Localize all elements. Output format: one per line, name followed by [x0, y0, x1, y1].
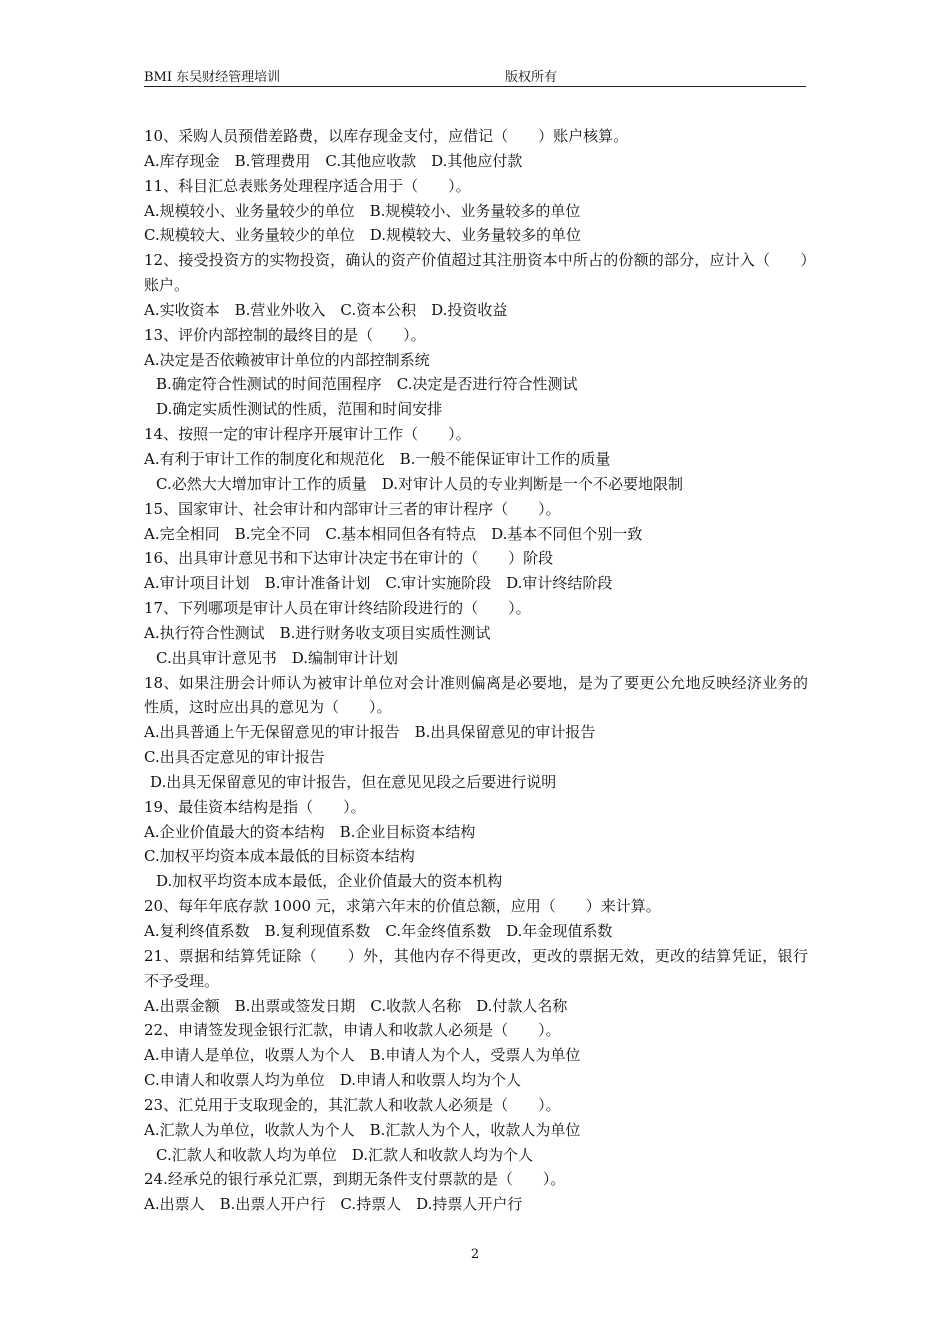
question-23-options-cd: C.汇款人和收款人均为单位 D.汇款人和收款人均为个人: [156, 1145, 533, 1164]
question-13-options-bc: B.确定符合性测试的时间范围程序 C.决定是否进行符合性测试: [156, 375, 578, 394]
question-12: 12、接受投资方的实物投资，确认的资产价值超过其注册资本中所占的份额的部分，应计入（ ）账户。: [144, 251, 808, 295]
question-19-option-d: D.加权平均资本成本最低，企业价值最大的资本机构: [156, 872, 503, 891]
question-13-option-a: A.决定是否依赖被审计单位的内部控制系统: [144, 350, 430, 369]
question-21: 21、票据和结算凭证除（ ）外，其他内存不得更改，更改的票据无效，更改的结算凭证，银行不予受理。: [144, 946, 808, 990]
question-17-options-ab: A.执行符合性测试 B.进行财务收支项目实质性测试: [144, 623, 491, 642]
question-15-options: A.完全相同 B.完全不同 C.基本相同但各有特点 D.基本不同但个别一致: [144, 524, 643, 543]
question-17-options-cd: C.出具审计意见书 D.编制审计计划: [156, 648, 398, 667]
question-17: 17、下列哪项是审计人员在审计终结阶段进行的（ ）。: [144, 599, 531, 618]
question-19-option-c: C.加权平均资本成本最低的目标资本结构: [144, 847, 415, 866]
question-15: 15、国家审计、社会审计和内部审计三者的审计程序（ ）。: [144, 499, 561, 518]
question-11: 11、科目汇总表账务处理程序适合用于（ ）。: [144, 176, 471, 195]
question-13-option-d: D.确定实质性测试的性质，范围和时间安排: [156, 400, 443, 419]
question-19: 19、最佳资本结构是指（ ）。: [144, 797, 366, 816]
page-number: 2: [470, 1247, 480, 1262]
question-11-options-ab: A.规模较小、业务量较少的单位 B.规模较小、业务量较多的单位: [144, 201, 581, 220]
header-organization: BMI 东吴财经管理培训: [144, 70, 281, 85]
question-10-options: A.库存现金 B.管理费用 C.其他应收款 D.其他应付款: [144, 151, 523, 170]
question-14-options-ab: A.有利于审计工作的制度化和规范化 B.一般不能保证审计工作的质量: [144, 449, 611, 468]
header-copyright: 版权所有: [505, 70, 558, 85]
question-14: 14、按照一定的审计程序开展审计工作（ ）。: [144, 425, 471, 444]
question-22: 22、申请签发现金银行汇款，申请人和收款人必须是（ ）。: [144, 1021, 561, 1040]
question-12-options: A.实收资本 B.营业外收入 C.资本公积 D.投资收益: [144, 300, 508, 319]
question-23: 23、汇兑用于支取现金的，其汇款人和收款人必须是（ ）。: [144, 1095, 561, 1114]
question-18-options-ab: A.出具普通上午无保留意见的审计报告 B.出具保留意见的审计报告: [144, 723, 596, 742]
question-16-options: A.审计项目计划 B.审计准备计划 C.审计实施阶段 D.审计终结阶段: [144, 574, 613, 593]
question-20-options: A.复利终值系数 B.复利现值系数 C.年金终值系数 D.年金现值系数: [144, 922, 613, 940]
page-header: [144, 66, 806, 87]
question-24: 24.经承兑的银行承兑汇票，到期无条件支付票款的是（ ）。: [144, 1170, 566, 1189]
question-20: 20、每年年底存款 1000 元，求第六年末的价值总额，应用（ ）来计算。: [144, 897, 661, 916]
question-19-options-ab: A.企业价值最大的资本结构 B.企业目标资本结构: [144, 822, 476, 841]
question-18-option-d: D.出具无保留意见的审计报告，但在意见见段之后要进行说明: [150, 772, 557, 791]
question-21-options: A.出票金额 B.出票或签发日期 C.收款人名称 D.付款人名称: [144, 996, 568, 1015]
question-11-options-cd: C.规模较大、业务量较少的单位 D.规模较大、业务量较多的单位: [144, 226, 581, 245]
question-24-options: A.出票人 B.出票人开户行 C.持票人 D.持票人开户行: [144, 1195, 523, 1214]
question-23-options-ab: A.汇款人为单位，收款人为个人 B.汇款人为个人，收款人为单位: [144, 1120, 581, 1139]
question-18: 18、如果注册会计师认为被审计单位对会计准则偏离是必要地，是为了要更公允地反映经济业务的性质，这时应出具的意见为（ ）。: [144, 673, 808, 717]
question-13: 13、评价内部控制的最终目的是（ ）。: [144, 325, 426, 344]
question-14-options-cd: C.必然大大增加审计工作的质量 D.对审计人员的专业判断是一个不必要地限制: [156, 474, 683, 493]
question-18-option-c: C.出具否定意见的审计报告: [144, 748, 325, 767]
question-10: 10、采购人员预借差路费，以库存现金支付，应借记（ ）账户核算。: [144, 127, 629, 145]
question-22-options-cd: C.申请人和收票人均为单位 D.申请人和收票人均为个人: [144, 1071, 521, 1090]
question-list: [144, 124, 808, 1217]
question-16: 16、出具审计意见书和下达审计决定书在审计的（ ）阶段: [144, 549, 554, 568]
question-22-options-ab: A.申请人是单位，收票人为个人 B.申请人为个人，受票人为单位: [144, 1046, 581, 1065]
